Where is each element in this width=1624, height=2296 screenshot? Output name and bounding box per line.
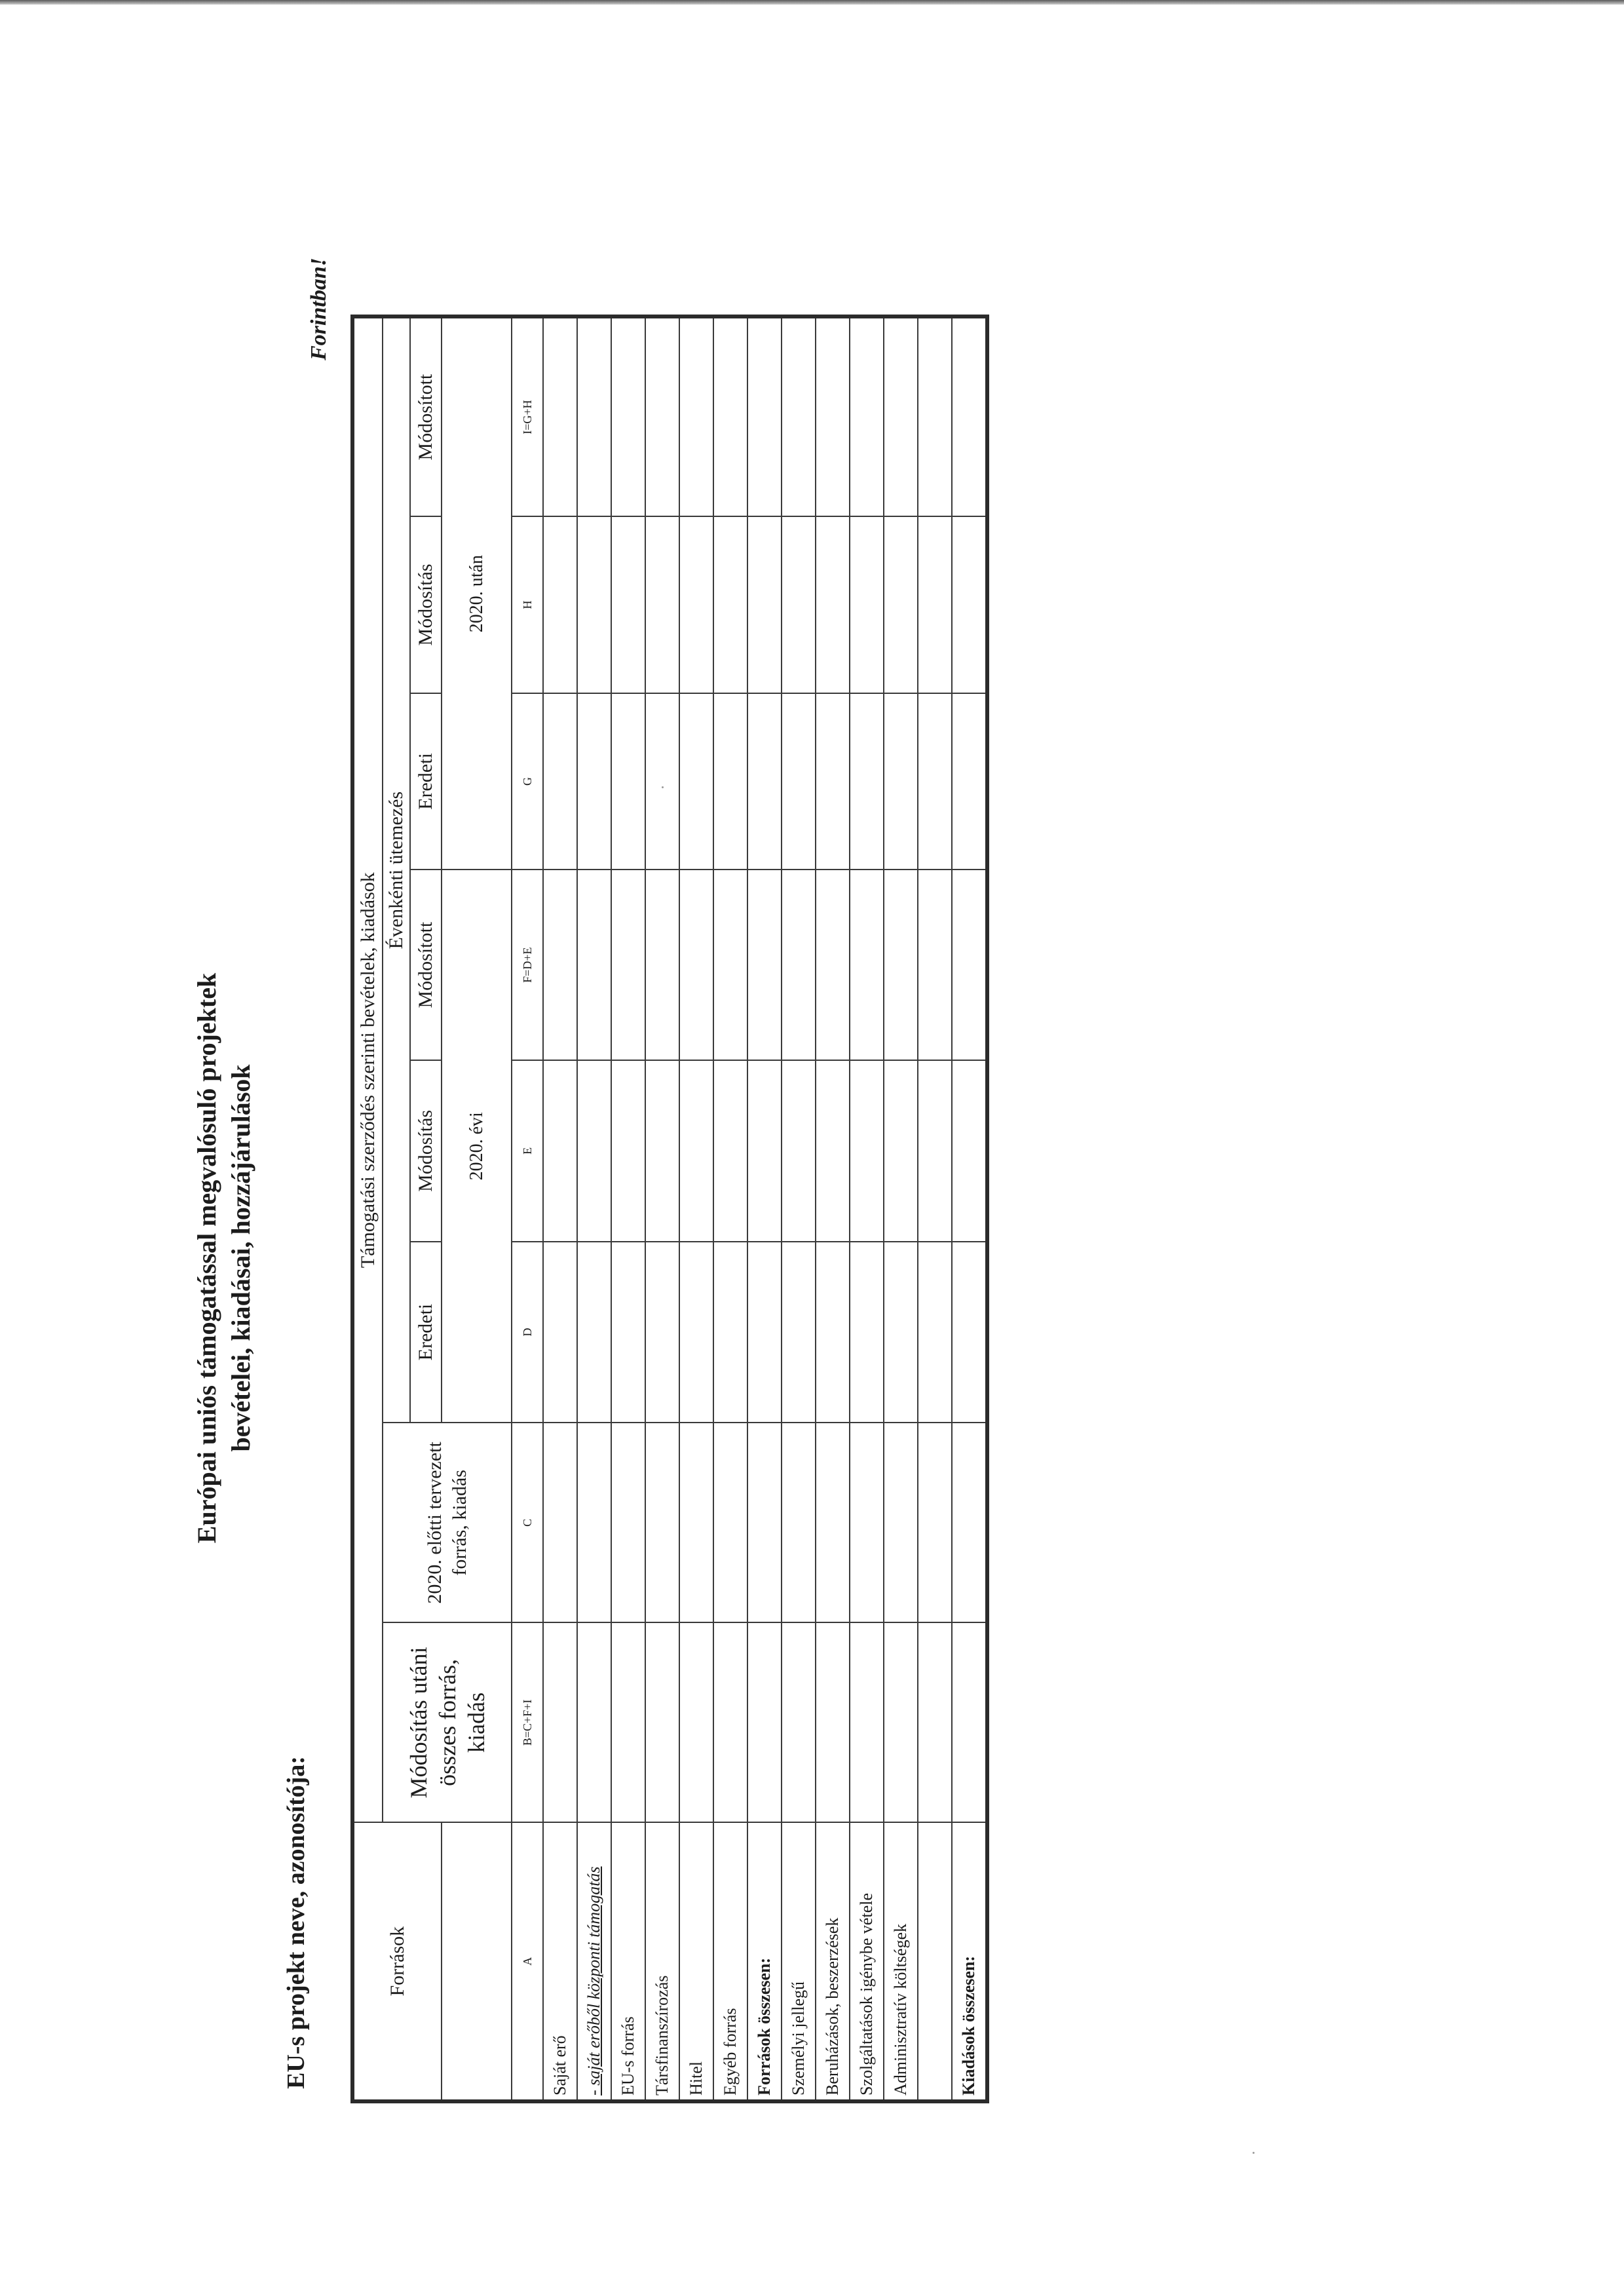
header-forrasok: Források xyxy=(352,1822,442,2101)
table-cell[interactable] xyxy=(747,1242,782,1423)
code-d: D xyxy=(512,1242,543,1423)
scan-speck xyxy=(662,786,664,788)
project-name-label: EU-s projekt neve, azonosítója: xyxy=(282,1755,310,2089)
table-cell[interactable] xyxy=(577,1622,611,1822)
table-cell[interactable] xyxy=(918,516,952,693)
table-cell[interactable] xyxy=(918,870,952,1060)
code-c: C xyxy=(512,1423,543,1622)
row-label-forrasok-total: Források összesen: xyxy=(747,1822,782,2101)
table-cell[interactable] xyxy=(850,870,884,1060)
code-i: I=G+H xyxy=(512,316,543,516)
row-label: Társfinanszírozás xyxy=(645,1822,679,2101)
table-cell[interactable] xyxy=(543,516,577,693)
header-before-2020: 2020. előtti tervezett forrás, kiadás xyxy=(383,1423,512,1622)
row-label: Szolgáltatások igénybe vétele xyxy=(850,1822,884,2101)
table-cell[interactable] xyxy=(611,870,645,1060)
col-modositott-after: Módosított xyxy=(410,316,442,516)
document-subtitle: bevételei, kiadásai, hozzájárulások xyxy=(226,1064,255,1452)
table-cell[interactable] xyxy=(645,316,679,516)
year-after-2020: 2020. után xyxy=(442,316,512,870)
table-cell[interactable] xyxy=(816,1060,850,1242)
table-cell[interactable] xyxy=(543,870,577,1060)
table-cell[interactable] xyxy=(850,693,884,870)
table-cell[interactable] xyxy=(782,693,816,870)
table-cell[interactable] xyxy=(850,1060,884,1242)
table-cell[interactable] xyxy=(747,516,782,693)
table-cell[interactable] xyxy=(645,693,679,870)
table-cell[interactable] xyxy=(645,870,679,1060)
row-label: Egyéb forrás xyxy=(713,1822,747,2101)
table-cell[interactable] xyxy=(679,316,713,516)
table-row-total xyxy=(747,316,782,2101)
table-row xyxy=(611,316,645,2101)
table-cell[interactable] xyxy=(918,1622,952,1822)
table-cell[interactable] xyxy=(645,1423,679,1622)
table-cell[interactable] xyxy=(918,1060,952,1242)
table-cell[interactable] xyxy=(952,1060,987,1242)
col-modositas-2020: Módosítás xyxy=(410,1060,442,1242)
code-h: H xyxy=(512,516,543,693)
table-cell[interactable] xyxy=(577,1423,611,1622)
code-g: G xyxy=(512,693,543,870)
table-cell[interactable] xyxy=(782,1060,816,1242)
table-row xyxy=(816,316,850,2101)
row-label: Adminisztratív költségek xyxy=(884,1822,918,2101)
code-b: B=C+F+I xyxy=(512,1622,543,1822)
table-cell[interactable] xyxy=(577,1060,611,1242)
table-cell[interactable] xyxy=(816,693,850,870)
table-cell[interactable] xyxy=(884,1622,918,1822)
header-annual-schedule: Évenkénti ütemezés xyxy=(383,316,410,1423)
table-cell[interactable] xyxy=(713,316,747,516)
col-modositas-after: Módosítás xyxy=(410,516,442,693)
table-cell[interactable] xyxy=(782,516,816,693)
row-label: - saját erőből központi támogatás xyxy=(577,1822,611,2101)
table-cell[interactable] xyxy=(679,1622,713,1822)
table-cell[interactable] xyxy=(679,516,713,693)
table-cell[interactable] xyxy=(816,870,850,1060)
table-cell[interactable] xyxy=(577,693,611,870)
table-cell[interactable] xyxy=(645,1242,679,1423)
table-cell[interactable] xyxy=(952,1242,987,1423)
table-cell[interactable] xyxy=(816,1242,850,1423)
table-cell[interactable] xyxy=(952,870,987,1060)
table-cell[interactable] xyxy=(611,1060,645,1242)
table-row xyxy=(679,316,713,2101)
table-cell[interactable] xyxy=(713,693,747,870)
row-label-kiadasok-total: Kiadások összesen: xyxy=(952,1822,987,2101)
table-row xyxy=(782,316,816,2101)
row-label: Saját erő xyxy=(543,1822,577,2101)
table-cell[interactable] xyxy=(884,1423,918,1622)
table-row xyxy=(713,316,747,2101)
table-cell[interactable] xyxy=(713,1622,747,1822)
code-e: E xyxy=(512,1060,543,1242)
table-cell[interactable] xyxy=(884,316,918,516)
table-cell[interactable] xyxy=(679,693,713,870)
table-cell[interactable] xyxy=(713,1060,747,1242)
table-cell[interactable] xyxy=(884,870,918,1060)
table-row xyxy=(577,316,611,2101)
table-row xyxy=(645,316,679,2101)
header-main: Támogatási szerződés szerinti bevételek, kiadások xyxy=(352,316,383,1822)
table-cell[interactable] xyxy=(816,1622,850,1822)
table-row xyxy=(918,316,952,2101)
table-cell[interactable] xyxy=(611,516,645,693)
table-cell[interactable] xyxy=(850,516,884,693)
table-cell[interactable] xyxy=(645,516,679,693)
empty-cell xyxy=(442,1822,512,2101)
table-cell[interactable] xyxy=(782,1423,816,1622)
row-label: EU-s forrás xyxy=(611,1822,645,2101)
header-total: Módosítás utáni összes forrás, kiadás xyxy=(383,1622,512,1822)
table-cell[interactable] xyxy=(543,316,577,516)
table-cell[interactable] xyxy=(611,1423,645,1622)
row-label: Hitel xyxy=(679,1822,713,2101)
table-cell[interactable] xyxy=(952,516,987,693)
table-cell[interactable] xyxy=(543,1060,577,1242)
table-cell[interactable] xyxy=(952,1423,987,1622)
table-cell[interactable] xyxy=(884,1242,918,1423)
table-cell[interactable] xyxy=(713,516,747,693)
table-cell[interactable] xyxy=(884,516,918,693)
table-row xyxy=(543,316,577,2101)
table-cell[interactable] xyxy=(850,316,884,516)
table-cell[interactable] xyxy=(782,316,816,516)
row-label: Személyi jellegű xyxy=(782,1822,816,2101)
table-cell[interactable] xyxy=(713,1423,747,1622)
table-cell[interactable] xyxy=(611,1622,645,1822)
table-cell[interactable] xyxy=(918,316,952,516)
table-row xyxy=(884,316,918,2101)
table-cell[interactable] xyxy=(850,1622,884,1822)
table-cell[interactable] xyxy=(679,870,713,1060)
table-row-total xyxy=(952,316,987,2101)
table-cell[interactable] xyxy=(543,1622,577,1822)
currency-note: Forintban! xyxy=(307,258,331,360)
budget-table xyxy=(350,315,989,2103)
col-eredeti-after: Eredeti xyxy=(410,693,442,870)
code-f: F=D+E xyxy=(512,870,543,1060)
table-cell[interactable] xyxy=(611,1242,645,1423)
table-cell[interactable] xyxy=(884,1060,918,1242)
row-label-empty xyxy=(918,1822,952,2101)
table-cell[interactable] xyxy=(611,316,645,516)
document-title: Európai uniós támogatással megvalósuló projektek xyxy=(192,972,221,1544)
table-cell[interactable] xyxy=(577,870,611,1060)
table-cell[interactable] xyxy=(577,316,611,516)
table-cell[interactable] xyxy=(850,1242,884,1423)
table-cell[interactable] xyxy=(952,693,987,870)
code-a: A xyxy=(512,1822,543,2101)
table-cell[interactable] xyxy=(816,516,850,693)
table-row xyxy=(850,316,884,2101)
year-2020: 2020. évi xyxy=(442,870,512,1423)
table-cell[interactable] xyxy=(782,1242,816,1423)
table-cell[interactable] xyxy=(816,1423,850,1622)
table-cell[interactable] xyxy=(747,693,782,870)
table-cell[interactable] xyxy=(782,870,816,1060)
table-cell[interactable] xyxy=(679,1423,713,1622)
rotated-document-page xyxy=(105,183,1572,2149)
table-cell[interactable] xyxy=(679,1242,713,1423)
table-cell[interactable] xyxy=(816,316,850,516)
table-cell[interactable] xyxy=(679,1060,713,1242)
table-cell[interactable] xyxy=(747,316,782,516)
table-cell[interactable] xyxy=(918,1423,952,1622)
table-cell[interactable] xyxy=(747,1060,782,1242)
table-cell[interactable] xyxy=(747,1423,782,1622)
table-cell[interactable] xyxy=(645,1060,679,1242)
table-cell[interactable] xyxy=(543,1423,577,1622)
table-cell[interactable] xyxy=(884,693,918,870)
col-modositott-2020: Módosított xyxy=(410,870,442,1060)
row-label: Beruházások, beszerzések xyxy=(816,1822,850,2101)
scan-speck xyxy=(1253,2152,1255,2154)
table-cell[interactable] xyxy=(645,1622,679,1822)
table-cell[interactable] xyxy=(713,870,747,1060)
table-cell[interactable] xyxy=(577,516,611,693)
table-cell[interactable] xyxy=(782,1622,816,1822)
table-cell[interactable] xyxy=(952,1622,987,1822)
col-eredeti-2020: Eredeti xyxy=(410,1242,442,1423)
table-cell[interactable] xyxy=(747,870,782,1060)
table-cell[interactable] xyxy=(543,693,577,870)
table-cell[interactable] xyxy=(747,1622,782,1822)
table-cell[interactable] xyxy=(543,1242,577,1423)
table-cell[interactable] xyxy=(713,1242,747,1423)
table-cell[interactable] xyxy=(850,1423,884,1622)
table-cell[interactable] xyxy=(611,693,645,870)
table-cell[interactable] xyxy=(952,316,987,516)
scan-top-edge xyxy=(0,0,1624,5)
table-cell[interactable] xyxy=(918,1242,952,1423)
table-cell[interactable] xyxy=(918,693,952,870)
table-cell[interactable] xyxy=(577,1242,611,1423)
